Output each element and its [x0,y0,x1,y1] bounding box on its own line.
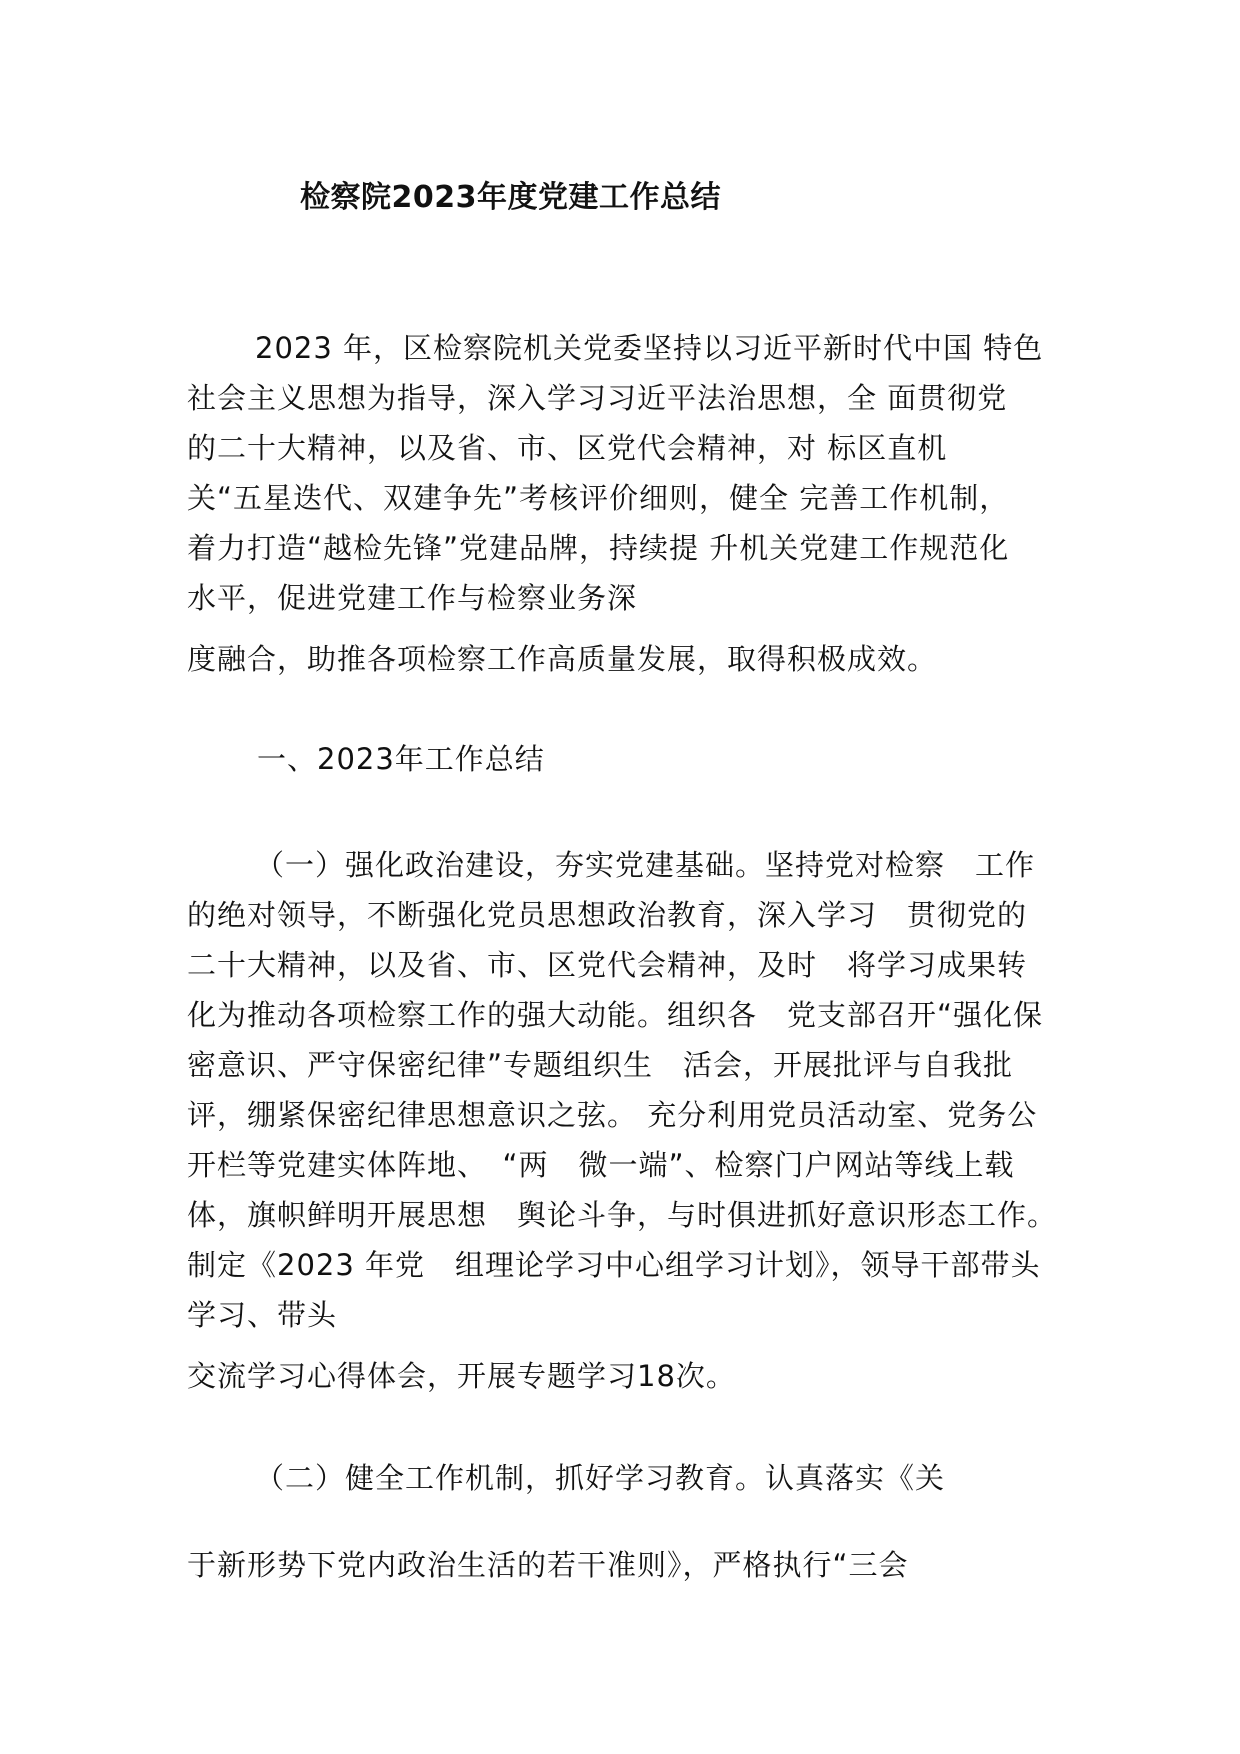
para1-line-5: 密意识、严守保密纪律”专题组织生 活会，开展批评与自我批 [187,1048,1014,1082]
para1-line-4: 化为推动各项检察工作的强大动能。组织各 党支部召开“强化保 [187,998,1044,1032]
intro-line-1: 2023 年，区检察院机关党委坚持以习近平新时代中国 特色 [255,331,1044,365]
intro-line-2: 社会主义思想为指导，深入学习习近平法治思想，全 面贯彻党 [187,381,1008,415]
para1-line-9: 制定《2023 年党 组理论学习中心组学习计划》，领导干部带头 [187,1248,1041,1282]
intro-line-4: 关“五星迭代、双建争先”考核评价细则，健全 完善工作机制， [187,481,1010,515]
para1-line-8: 体，旗帜鲜明开展思想 舆论斗争，与时俱进抓好意识形态工作。 [187,1198,1058,1232]
para1-line-1: （一）强化政治建设，夯实党建基础。坚持党对检察 工作 [255,848,1036,882]
para1-line-3: 二十大精神，以及省、市、区党代会精神，及时 将学习成果转 [187,948,1028,982]
para2-line-2: 于新形势下党内政治生活的若干准则》，严格执行“三会 [187,1548,909,1582]
para1-line-2: 的绝对领导，不断强化党员思想政治教育，深入学习 贯彻党的 [187,898,1028,932]
intro-line-6: 水平，促进党建工作与检察业务深 [187,581,638,615]
section-heading: 一、2023年工作总结 [257,742,545,776]
para1-line-11: 交流学习心得体会，开展专题学习18次。 [187,1359,736,1393]
intro-line-7: 度融合，助推各项检察工作高质量发展，取得积极成效。 [187,642,938,676]
intro-line-5: 着力打造“越检先锋”党建品牌，持续提 升机关党建工作规范化 [187,531,1010,565]
para1-line-6: 评，绷紧保密纪律思想意识之弦。 充分利用党员活动室、党务公 [187,1098,1038,1132]
para2-line-1: （二）健全工作机制，抓好学习教育。认真落实《关 [255,1461,946,1495]
document-title: 检察院2023年度党建工作总结 [300,180,721,215]
para1-line-7: 开栏等党建实体阵地、 “两 微一端”、检察门户网站等线上载 [187,1148,1015,1182]
para1-line-10: 学习、带头 [187,1298,338,1332]
intro-line-3: 的二十大精神，以及省、市、区党代会精神，对 标区直机 [187,431,948,465]
